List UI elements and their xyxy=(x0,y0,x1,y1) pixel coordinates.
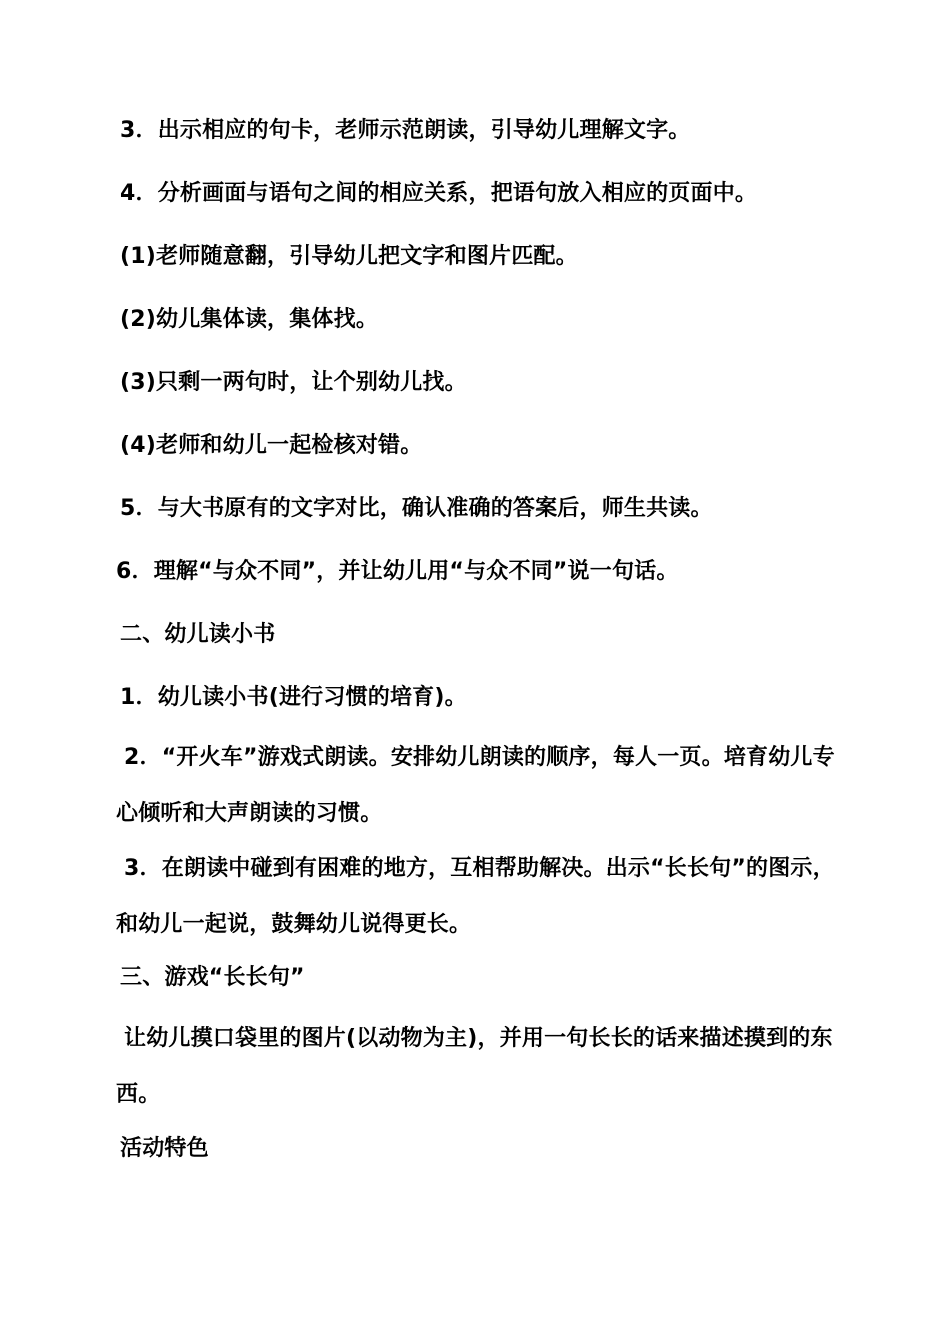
paragraph-step-5: 5．与大书原有的文字对比，确认准确的答案后，师生共读。 xyxy=(120,496,713,521)
paragraph-substep-4: (4)老师和幼儿一起检核对错。 xyxy=(120,433,423,458)
section-heading-3: 三、游戏“长长句” xyxy=(120,965,305,990)
paragraph-step-3: 3．出示相应的句卡，老师示范朗读，引导幼儿理解文字。 xyxy=(120,118,691,143)
paragraph-substep-1: (1)老师随意翻，引导幼儿把文字和图片匹配。 xyxy=(120,244,578,269)
paragraph-read-step-1: 1．幼儿读小书(进行习惯的培育)。 xyxy=(120,685,467,710)
paragraph-step-4: 4．分析画面与语句之间的相应关系，把语句放入相应的页面中。 xyxy=(120,181,758,206)
paragraph-game: 让幼儿摸口袋里的图片(以动物为主)，并用一句长长的话来描述摸到的东西。 xyxy=(116,1026,833,1107)
paragraph-read-step-3: 3．在朗读中碰到有困难的地方，互相帮助解决。出示“长长句”的图示，和幼儿一起说，鼓舞幼儿说得更长。 xyxy=(116,856,835,937)
paragraph-substep-3: (3)只剩一两句时，让个别幼儿找。 xyxy=(120,370,467,395)
section-heading-feature: 活动特色 xyxy=(120,1136,209,1161)
paragraph-read-step-2: 2．“开火车”游戏式朗读。安排幼儿朗读的顺序，每人一页。培育幼儿专心倾听和大声朗读的习惯。 xyxy=(116,745,835,826)
section-heading-2: 二、幼儿读小书 xyxy=(120,622,276,647)
paragraph-step-6: 6．理解“与众不同”，并让幼儿用“与众不同”说一句话。 xyxy=(116,559,679,584)
paragraph-substep-2: (2)幼儿集体读，集体找。 xyxy=(120,307,379,332)
